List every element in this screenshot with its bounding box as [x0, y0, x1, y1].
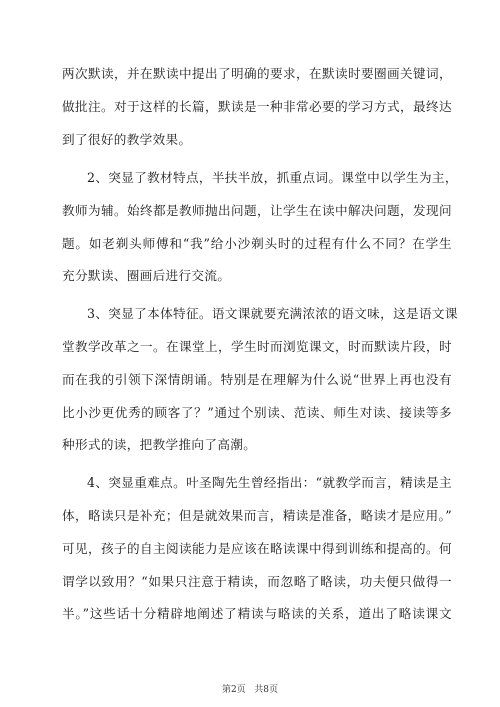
page-total: 共8页: [254, 685, 279, 695]
page-footer: [0, 682, 500, 695]
text-line: 种形式的读，把教学推向了高潮。: [62, 437, 257, 452]
text-line: 教师为辅。始终都是教师抛出问题，让学生在读中解决问题，发现问: [62, 203, 452, 218]
text-line: 谓学以致用？“如果只注意于精读，而忽略了略读，功夫便只做得一: [62, 574, 452, 589]
text-line: 做批注。对于这样的长篇，默读是一种非常必要的学习方式，最终达: [62, 99, 452, 114]
paragraph-first-line: 2、突显了教材特点，半扶半放，抓重点词。课堂中以学生为主，: [87, 170, 458, 185]
text-line: 而在我的引领下深情朗诵。特别是在理解为什么说“世界上再也没有: [62, 372, 452, 387]
paragraph-first-line: 3、突显了本体特征。语文课就要充满浓浓的语文味，这是语文课: [87, 306, 458, 321]
text-line: 充分默读、圈画后进行交流。: [62, 268, 231, 283]
text-line: 堂教学改革之一。在课堂上，学生时而浏览课文，时而默读片段，时: [62, 339, 452, 354]
paragraph-first-line: 4、突显重难点。叶圣陶先生曾经指出：“就教学而言，精读是主: [87, 475, 452, 490]
text-line: 半。”这些话十分精辟地阐述了精读与略读的关系，道出了略读课文: [62, 606, 452, 621]
text-line: 可见，孩子的自主阅读能力是应该在略读课中得到训练和提高的。何: [62, 541, 452, 556]
text-line: 到了很好的教学效果。: [62, 132, 192, 147]
text-line: 体，略读只是补充；但是就效果而言，精读是准备，略读才是应用。”: [62, 508, 452, 523]
text-line: 比小沙更优秀的顾客了？”通过个别读、范读、师生对读、接读等多: [62, 405, 452, 420]
text-line: 两次默读，并在默读中提出了明确的要求，在默读时要圈画关键词，: [62, 66, 452, 81]
page-number: 第2页: [221, 685, 246, 695]
text-line: 题。如老剃头师傅和“我”给小沙剃头时的过程有什么不同？在学生: [62, 236, 452, 251]
